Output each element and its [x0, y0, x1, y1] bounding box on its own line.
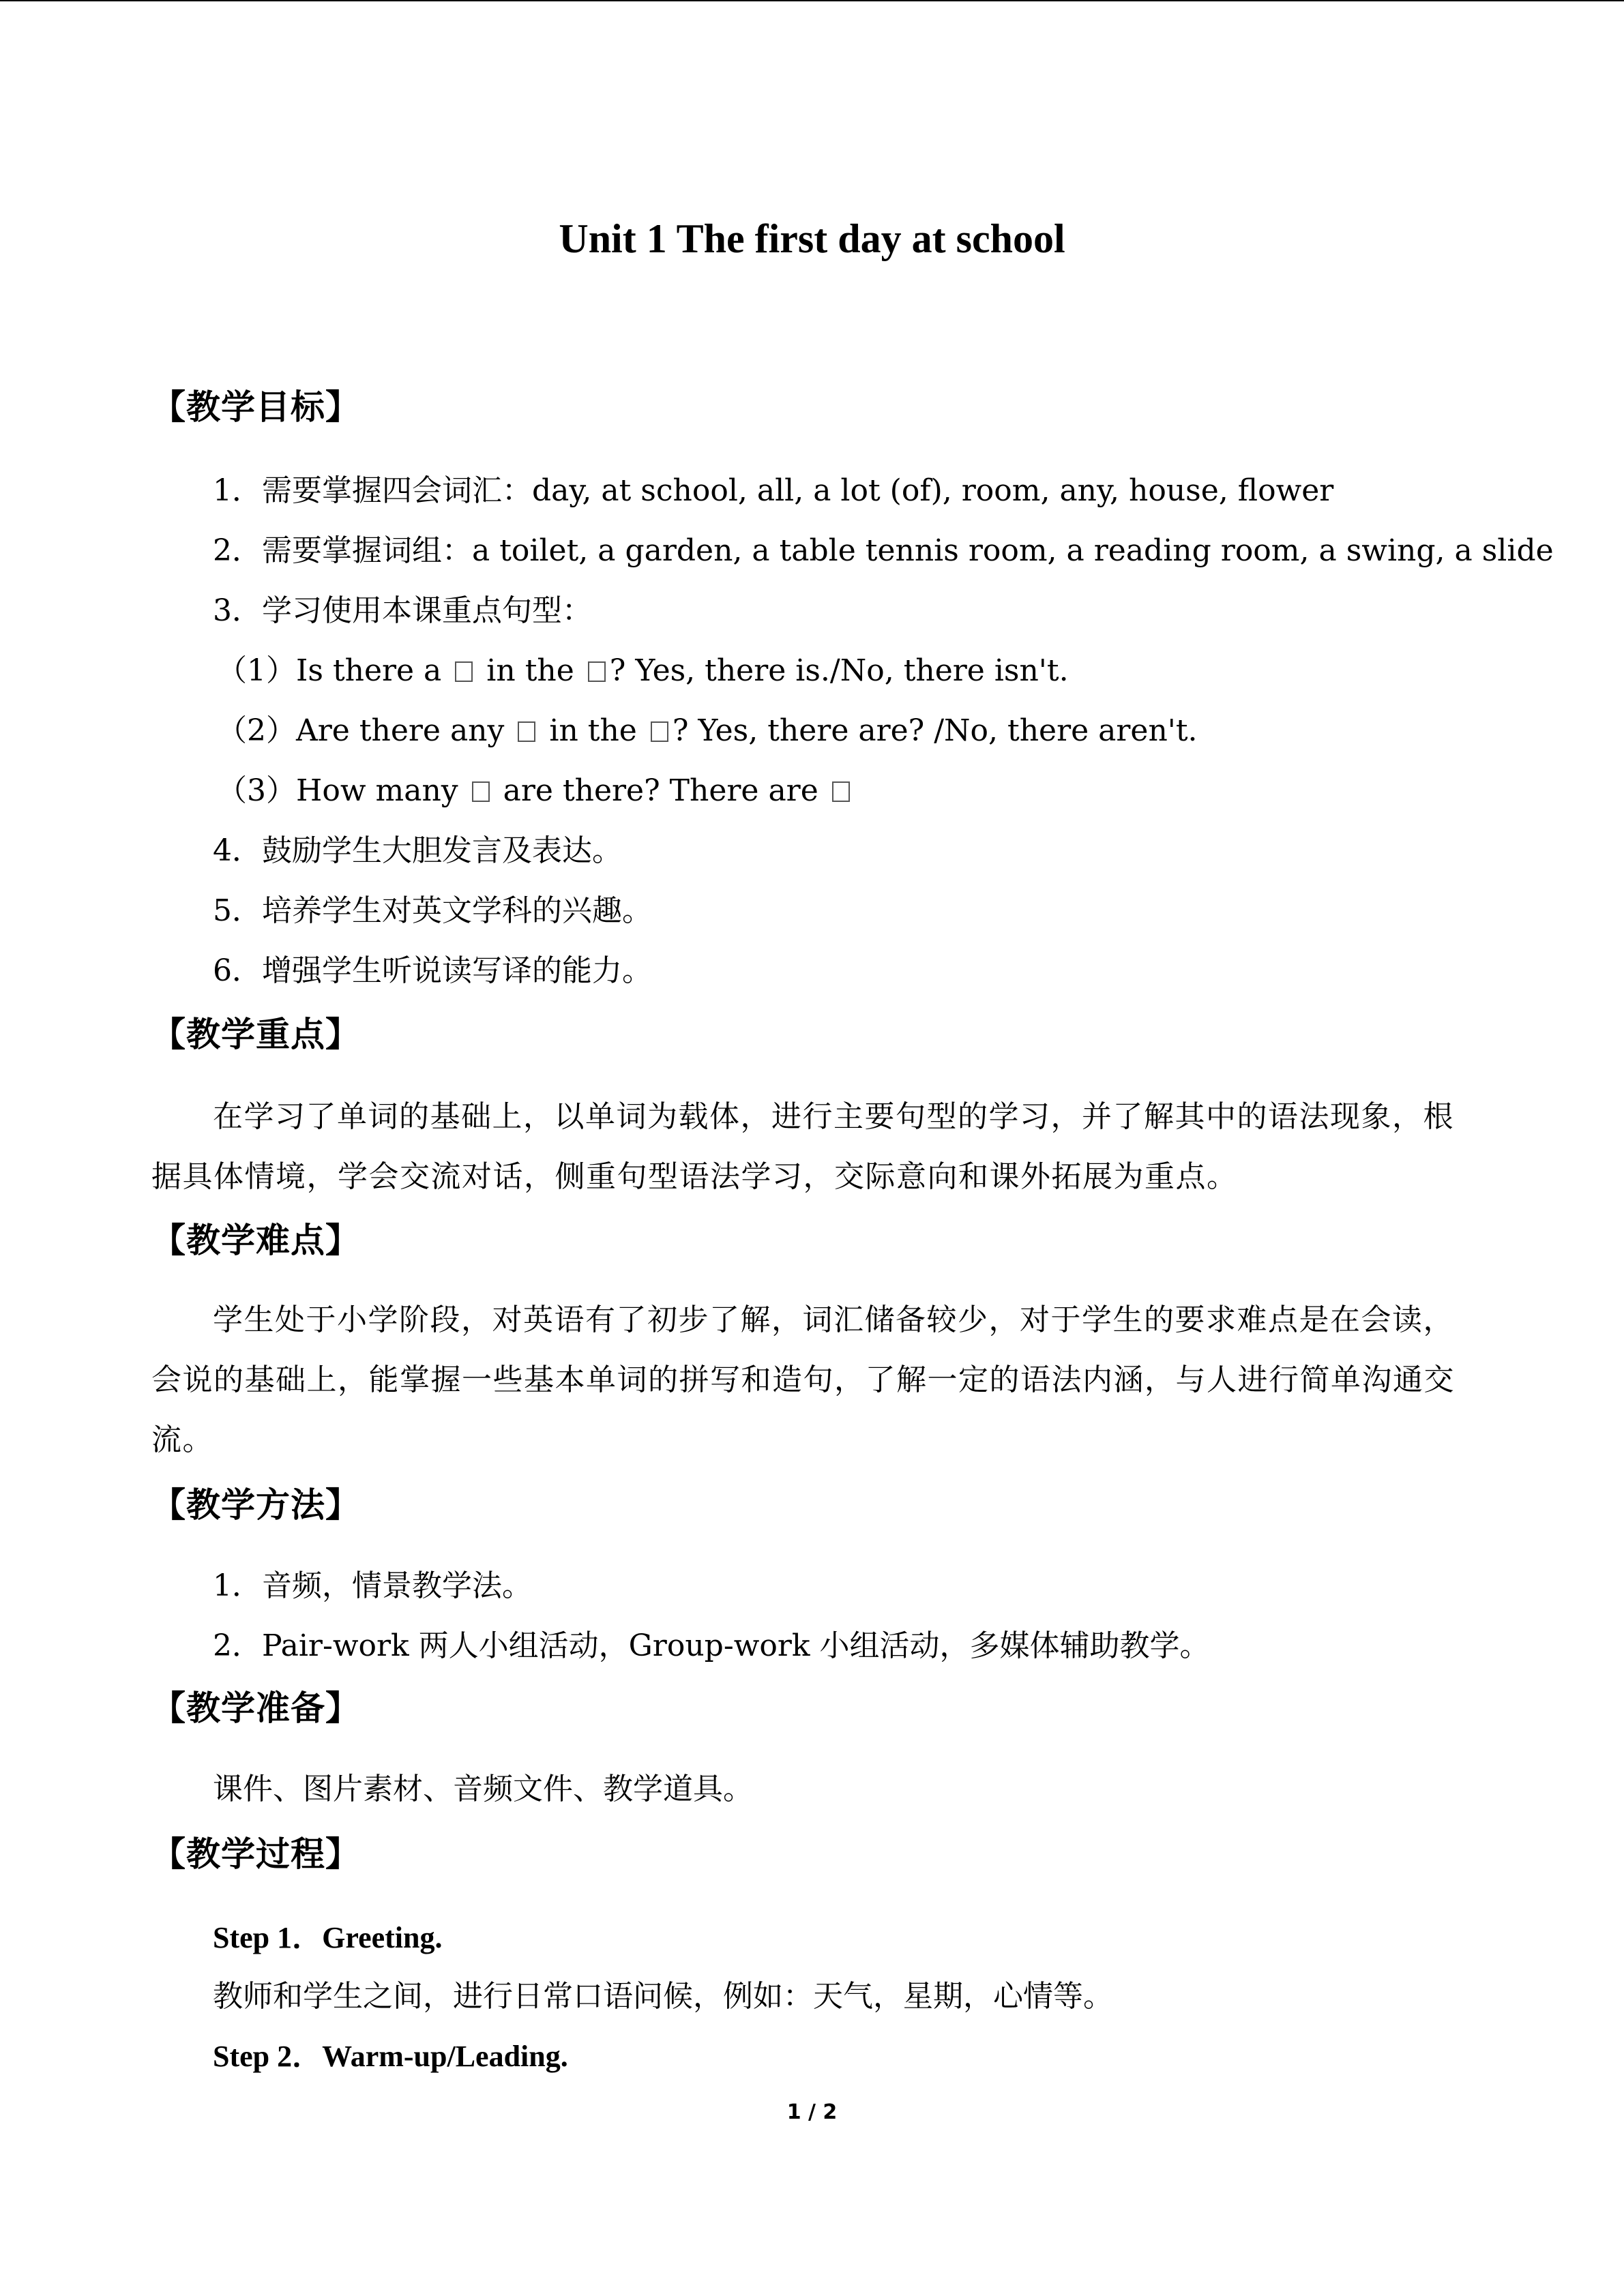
key-points-heading: 【教学重点】 [151, 1014, 360, 1054]
pattern-3-mid: are there? There are [503, 773, 818, 808]
objective-item-1: 1．需要掌握四会词汇：day, at school, all, a lot (of), room, any, house, flower [213, 473, 1334, 508]
objective-item-5: 5．培养学生对英文学科的兴趣。 [213, 893, 652, 928]
pattern-1-suffix: ? Yes, there is./No, there isn't. [609, 653, 1069, 688]
document-title: Unit 1 The first day at school [559, 216, 1065, 261]
blank-box [651, 721, 668, 742]
pattern-2-prefix: （2）Are there any [217, 713, 505, 748]
objective-item-2: 2．需要掌握词组：a toilet, a garden, a table tennis room, a reading room, a swing, a slide [213, 533, 1554, 568]
method-item-1: 1．音频，情景教学法。 [213, 1568, 532, 1603]
key-points-text: 在学习了单词的基础上，以单词为载体，进行主要句型的学习，并了解其中的语法现象，根据具体情境，学会交流对话，侧重句型语法学习，交际意向和课外拓展为重点。 [151, 1099, 1454, 1194]
objective-item-4: 4．鼓励学生大胆发言及表达。 [213, 833, 622, 868]
objective-item-6: 6．增强学生听说读写译的能力。 [213, 953, 652, 988]
pattern-2-mid: in the [549, 713, 637, 748]
pattern-2-suffix: ? Yes, there are? /No, there aren't. [672, 713, 1198, 748]
preparation-text: 课件、图片素材、音频文件、教学道具。 [213, 1772, 753, 1806]
blank-box [472, 781, 490, 802]
blank-box [518, 721, 535, 742]
step-1-title: Step 1．Greeting. [213, 1921, 443, 1954]
methods-heading: 【教学方法】 [151, 1485, 360, 1525]
pattern-2 [217, 711, 1198, 751]
objectives-heading: 【教学目标】 [151, 387, 360, 427]
difficulties-heading: 【教学难点】 [151, 1220, 360, 1260]
pattern-1-prefix: （1）Is there a [217, 653, 442, 688]
method-item-2: 2．Pair-work 两人小组活动，Group-work 小组活动，多媒体辅助教学。 [213, 1628, 1210, 1663]
difficulties-text: 学生处于小学阶段，对英语有了初步了解，词汇储备较少，对于学生的要求难点是在会读，会说的基础上，能掌握一些基本单词的拼写和造句，了解一定的语法内涵，与人进行简单沟通交流。 [151, 1302, 1455, 1457]
blank-box [455, 661, 473, 682]
pattern-3 [217, 771, 854, 811]
pattern-3-prefix: （3）How many [217, 773, 458, 808]
blank-box [588, 661, 606, 682]
preparation-heading: 【教学准备】 [151, 1688, 360, 1728]
step-1-text: 教师和学生之间，进行日常口语问候，例如：天气，星期，心情等。 [213, 1979, 1113, 2014]
page-number: 1 / 2 [786, 2100, 838, 2124]
blank-box [832, 781, 850, 802]
step-2-title: Step 2．Warm-up/Leading. [213, 2040, 568, 2073]
process-heading: 【教学过程】 [151, 1834, 360, 1874]
pattern-1-mid: in the [486, 653, 574, 688]
pattern-1 [217, 651, 1069, 691]
objective-item-3: 3．学习使用本课重点句型： [213, 593, 592, 628]
